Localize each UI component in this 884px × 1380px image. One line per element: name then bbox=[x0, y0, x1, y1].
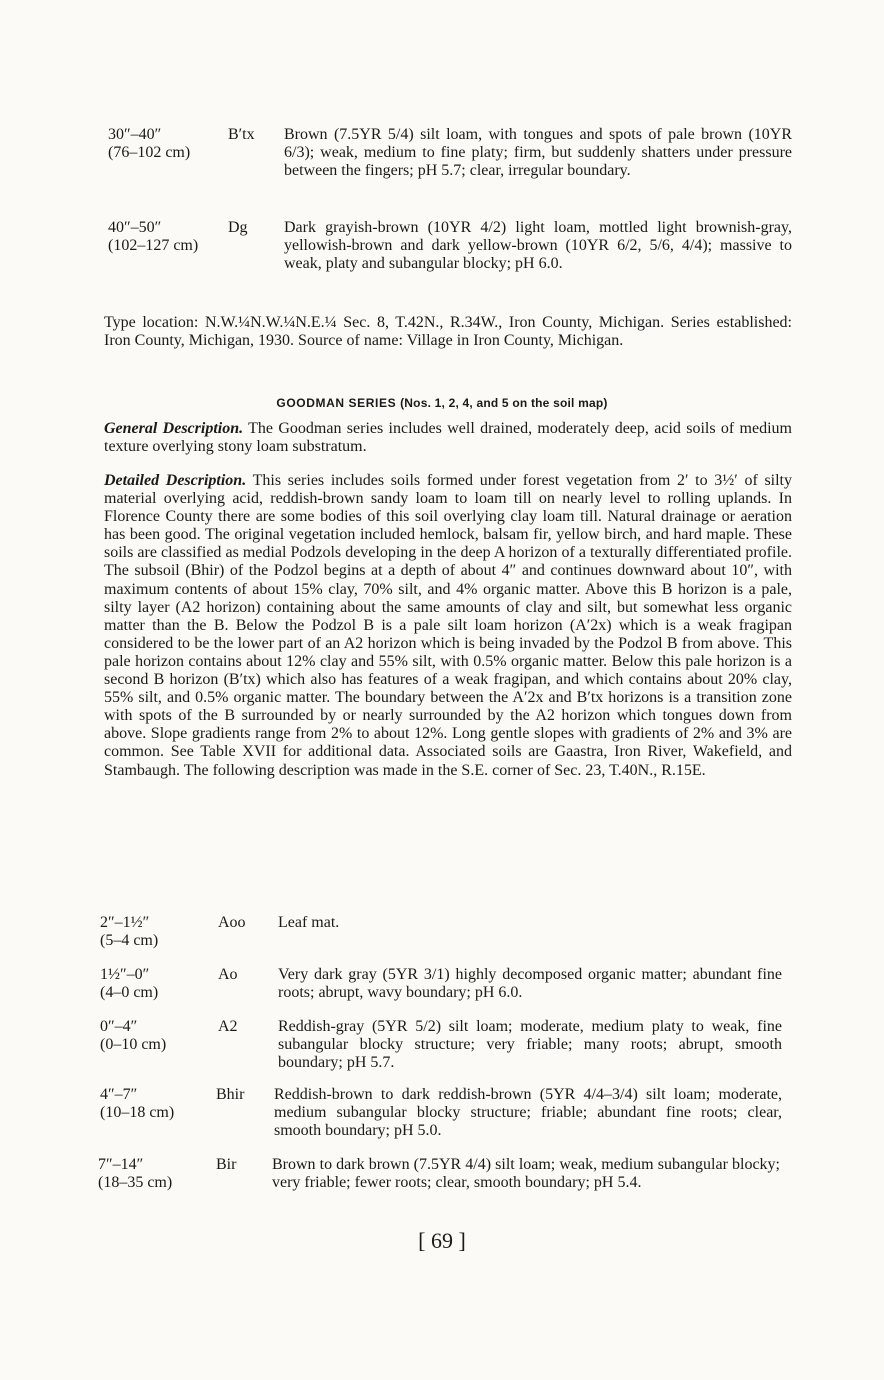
depth-inches: 7″–14″ bbox=[98, 1156, 144, 1173]
horizon-description: Reddish-brown to dark reddish-brown (5YR 4/4–3/4) silt loam; moderate, medium subangular blocky structure; friable; abundant fine roots; clear, smooth boundary; pH 5.0. bbox=[274, 1086, 782, 1139]
series-title: GOODMAN SERIES bbox=[276, 396, 397, 410]
horizon-entry bbox=[100, 966, 786, 1006]
horizon-symbol: Dg bbox=[228, 219, 248, 236]
horizon-depth bbox=[108, 126, 228, 162]
horizon-description: Reddish-gray (5YR 5/2) silt loam; moderate, medium platy to weak, fine subangular blocky structure; very friable; many roots; abrupt, smooth boundary; pH 5.7. bbox=[278, 1018, 782, 1071]
horizon-description: Brown (7.5YR 5/4) silt loam, with tongues and spots of pale brown (10YR 6/3); weak, medium to fine platy; firm, but suddenly shatters under pressure between the fingers; pH 5.7; clear, irregular boundary. bbox=[284, 126, 792, 179]
horizon-description: Leaf mat. bbox=[278, 914, 340, 931]
horizon-depth bbox=[100, 1018, 220, 1054]
horizon-entry bbox=[108, 219, 792, 299]
depth-cm: (102–127 cm) bbox=[108, 237, 199, 254]
depth-inches: 1½″–0″ bbox=[100, 966, 150, 983]
horizon-depth bbox=[100, 1086, 220, 1122]
general-description-paragraph bbox=[104, 420, 792, 456]
type-location-paragraph: Type location: N.W.¼N.W.¼N.E.¼ Sec. 8, T.42N., R.34W., Iron County, Michigan. Series established: Iron County, Michigan, 1930. Source of name: Village in Iron County, Michigan. bbox=[104, 314, 792, 350]
horizon-entry bbox=[98, 1156, 786, 1216]
horizon-entry bbox=[100, 1086, 786, 1146]
horizon-symbol: Aoo bbox=[218, 914, 246, 931]
horizon-symbol: Bhir bbox=[216, 1086, 245, 1103]
depth-inches: 2″–1½″ bbox=[100, 914, 150, 931]
horizon-depth bbox=[100, 966, 220, 1002]
detailed-description-text: This series includes soils formed under forest vegetation from 2′ to 3½′ of silty material overlying acid, reddish-brown sandy loam to loam till on nearly level to rolling uplands. In Florence County there are some bodies of this soil overlying clay loam till. Natural drainage or aeration has been good. The original vegetation included hemlock, balsam fir, yellow birch, and hard maple. These soils are classified as medial Podzols developing in the deep A horizon of a texturally differentiated profile. The subsoil (Bhir) of the Podzol begins at a depth of about 4″ and continues downward about 10″, with maximum contents of about 15% clay, 70% silt, and 4% organic matter. Above this B horizon is a pale, silty layer (A2 horizon) containing about the same amounts of clay and silt, but somewhat less organic matter than the B. Below the Podzol B is a pale silt loam horizon (A′2x) which is a weak fragipan considered to be the lower part of an A2 horizon which is being invaded by the Podzol B from above. This pale horizon contains about 12% clay and 55% silt, with 0.5% organic matter. Below this pale horizon is a second B horizon (B′tx) which also has features of a weak fragipan, and which contains about 20% clay, 55% silt, and 0.5% organic matter. The boundary between the A′2x and B′tx horizons is a transition zone with spots of the B surrounded by or nearly surrounded by the A2 horizon which tongues down from above. Slope gradients range from 2% to about 12%. Long gentle slopes with gradients of 2% and 3% are common. See Table XVII for additional data. Associated soils are Gaastra, Iron River, Wakefield, and Stambaugh. The following description was made in the S.E. corner of Sec. 23, T.40N., R.15E. bbox=[104, 472, 793, 779]
horizon-symbol: B′tx bbox=[228, 126, 255, 143]
horizon-entry bbox=[100, 914, 786, 954]
general-description-text: The Goodman series includes well drained, moderately deep, acid soils of medium texture overlying stony loam substratum. bbox=[104, 420, 792, 456]
detailed-description-paragraph bbox=[104, 472, 792, 780]
horizon-entry bbox=[108, 126, 792, 206]
horizon-symbol: A2 bbox=[218, 1018, 238, 1035]
horizon-depth bbox=[108, 219, 228, 255]
horizon-depth bbox=[100, 914, 220, 950]
depth-cm: (76–102 cm) bbox=[108, 144, 191, 161]
depth-cm: (18–35 cm) bbox=[98, 1174, 173, 1191]
depth-cm: (4–0 cm) bbox=[100, 984, 159, 1001]
detailed-description-lead: Detailed Description. bbox=[104, 472, 247, 489]
depth-inches: 40″–50″ bbox=[108, 219, 162, 236]
depth-cm: (10–18 cm) bbox=[100, 1104, 175, 1121]
series-subtitle: (Nos. 1, 2, 4, and 5 on the soil map) bbox=[400, 396, 608, 410]
depth-inches: 0″–4″ bbox=[100, 1018, 138, 1035]
depth-cm: (0–10 cm) bbox=[100, 1036, 167, 1053]
depth-cm: (5–4 cm) bbox=[100, 932, 159, 949]
horizon-symbol: Bir bbox=[216, 1156, 237, 1173]
depth-inches: 30″–40″ bbox=[108, 126, 162, 143]
horizon-description: Brown to dark brown (7.5YR 4/4) silt loam; weak, medium subangular blocky; very friable; fewer roots; clear, smooth boundary; pH 5.4. bbox=[272, 1156, 780, 1191]
horizon-description: Dark grayish-brown (10YR 4/2) light loam, mottled light brownish-gray, yellowish-brown and dark yellow-brown (10YR 6/2, 5/6, 4/4); massive to weak, platy and subangular blocky; pH 6.0. bbox=[284, 219, 792, 272]
horizon-depth bbox=[98, 1156, 218, 1192]
series-heading bbox=[0, 396, 884, 410]
horizon-entry bbox=[100, 1018, 786, 1078]
general-description-lead: General Description. bbox=[104, 420, 244, 437]
horizon-description: Very dark gray (5YR 3/1) highly decomposed organic matter; abundant fine roots; abrupt, wavy boundary; pH 6.0. bbox=[278, 966, 782, 1001]
page-number: [ 69 ] bbox=[418, 1228, 466, 1253]
horizon-symbol: Ao bbox=[218, 966, 238, 983]
depth-inches: 4″–7″ bbox=[100, 1086, 138, 1103]
